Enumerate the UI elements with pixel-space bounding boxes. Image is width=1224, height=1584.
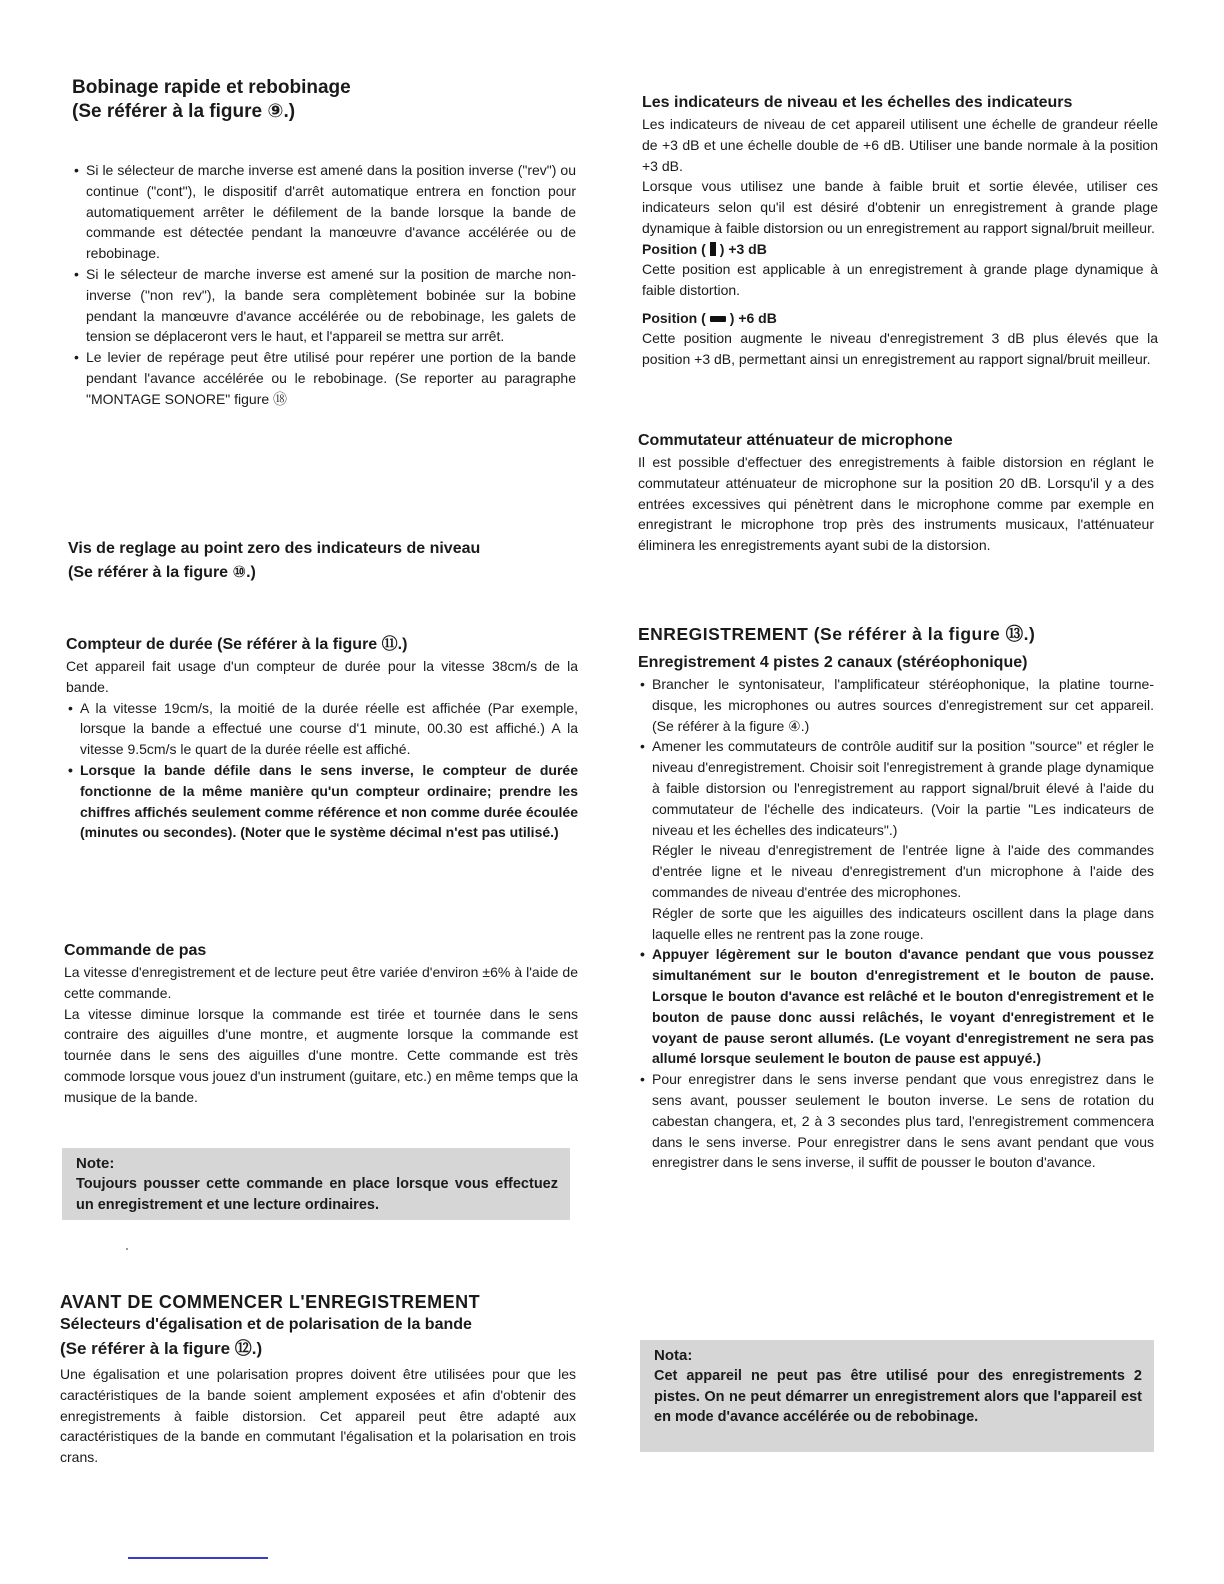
list-item-text: Régler de sorte que les aiguilles des indicateurs oscillent dans la plage dans laquelle elles ne rentrent pas la zone rouge.	[652, 904, 1154, 942]
list-item: • Brancher le syntonisateur, l'amplificateur stéréophonique, la platine tourne-disque, les microphones ou autres sources d'enregistrement sur cet appareil. (Se référer à la figure ④.)	[638, 674, 1154, 736]
paragraph: Lorsque vous utilisez une bande à faible bruit et sortie élevée, utiliser ces indicateurs selon qu'il est désiré d'obtenir un enregistrement à grande plage dynamique à faible distorsion ou un enregistrement au rapport signal/bruit meilleur.	[642, 178, 1158, 236]
section-pitch-control	[64, 940, 578, 1108]
section-title-ref: (Se référer à la figure ⑩.)	[68, 564, 256, 581]
section-heading: AVANT DE COMMENCER L'ENREGISTREMENT	[60, 1292, 481, 1312]
note-title: Nota:	[654, 1347, 693, 1364]
note-text: Toujours pousser cette commande en place lorsque vous effectuez un enregistrement et une lecture ordinaires.	[76, 1176, 558, 1213]
section-level-meters	[642, 92, 1158, 370]
section-title: Bobinage rapide et rebobinage	[72, 77, 351, 98]
list-item: • Si le sélecteur de marche inverse est amené dans la position inverse ("rev") ou continue ("cont"), le dispositif d'arrêt automatique entrera en fonction pour automatiquement arrêter le défilement de la bande lorsque la bande de commande est détectée pendant la manœuvre d'avance accélérée ou de rebobinage.	[72, 160, 576, 264]
footer-rule	[128, 1557, 268, 1559]
paragraph: La vitesse d'enregistrement et de lecture peut être variée d'environ ±6% à l'aide de cette commande.	[64, 964, 578, 1001]
position-value: ) +6 dB	[729, 310, 777, 327]
tape-icon	[710, 242, 716, 256]
list-item: • Appuyer légèrement sur le bouton d'avance pendant que vous poussez simultanément sur le bouton d'enregistrement et le bouton de pause. Lorsque le bouton d'avance est relâché et le bouton d'enregistrement et le bouton de pause donc aussi relâchés, le voyant d'enregistrement et le voyant de pause seront allumés. (Le voyant d'enregistrement ne sera pas allumé lorsque seulement le bouton de pause est appuyé.)	[638, 944, 1154, 1069]
position-label: Position (	[642, 310, 706, 327]
paragraph: Il est possible d'effectuer des enregistrements à faible distorsion en réglant le commutateur atténuateur de microphone sur la position 20 dB. Lorsqu'il y a des entrées excessives qui pénètrent dans le microphone comme par exemple en enregistrant le microphone trop près des instruments musicaux, l'atténuateur éliminera les enregistrements ayant subi de la distorsion.	[638, 454, 1154, 554]
bullet-list	[638, 674, 1154, 1173]
note-title: Note:	[76, 1155, 115, 1172]
list-item	[638, 736, 1154, 944]
section-heading: ENREGISTREMENT (Se référer à la figure ⑬.)	[638, 624, 1036, 644]
section-zero-adjust	[68, 538, 578, 584]
section-before-recording	[60, 1290, 576, 1468]
list-item-text: Amener les commutateurs de contrôle auditif sur la position "source" et régler le niveau d'enregistrement. Choisir soit l'enregistrement à grande plage dynamique à faible distorsion ou l'enregistrement au rapport signal/bruit élevé à l'aide du commutateur de l'échelle des indicateurs. (Voir la partie "Les indicateurs de niveau et les échelles des indicateurs".)	[652, 738, 1154, 838]
note-box	[62, 1148, 570, 1220]
list-item-text: Régler le niveau d'enregistrement de l'entrée ligne à l'aide des commandes d'entrée ligne et le niveau d'enregistrement d'un microphone à l'aide des commandes de niveau d'entrée des microphones.	[652, 842, 1154, 900]
nota-box	[640, 1340, 1154, 1452]
paragraph: Cet appareil fait usage d'un compteur de durée pour la vitesse 38cm/s de la bande.	[66, 658, 578, 695]
list-item: • Lorsque la bande défile dans le sens inverse, le compteur de durée fonctionne de la même manière qu'un compteur ordinaire; prendre les chiffres affichés seulement comme référence et non comme durée écoulée (minutes ou secondes). (Noter que le système décimal n'est pas utilisé.)	[66, 760, 578, 843]
position-label: Position (	[642, 240, 706, 257]
tape-deck-icon	[710, 316, 726, 322]
paragraph: Cette position est applicable à un enregistrement à grande plage dynamique à faible distortion.	[642, 260, 1158, 298]
paragraph: Les indicateurs de niveau de cet appareil utilisent une échelle de grandeur réelle de +3 dB et une échelle double de +6 dB. Utiliser une bande normale à la position +3 dB.	[642, 116, 1158, 174]
paragraph: La vitesse diminue lorsque la commande est tirée et tournée dans le sens contraire des aiguilles d'une montre, et augmente lorsque la commande est tournée dans le sens des aiguilles d'une montre. Cette commande est très commode lorsque vous jouez d'un instrument (guitare, etc.) en même temps que la musique de la bande.	[64, 1005, 578, 1105]
paragraph: Une égalisation et une polarisation propres doivent être utilisées pour que les caractéristiques de la bande soient amplement exposées et afin d'obtenir des enregistrements à faible distorsion. Cet appareil peut être adapté aux caractéristiques de la bande en commutant l'égalisation et la polarisation en trois crans.	[60, 1366, 576, 1466]
list-item: • Pour enregistrer dans le sens inverse pendant que vous enregistrez dans le sens avant, pousser seulement le bouton inverse. Le sens de rotation du cabestan changera, et, 2 à 3 secondes plus tard, l'enregistrement commencera dans le sens inverse. Pour enregistrer dans le sens avant pendant que vous enregistrer dans le sens inverse, il suffit de pousser le bouton d'avance.	[638, 1069, 1154, 1173]
position-heading	[642, 308, 1158, 328]
list-item: • A la vitesse 19cm/s, la moitié de la durée réelle est affichée (Par exemple, lorsque la bande a effectué une course d'1 minute, 00.30 est affiché.) A la vitesse 9.5cm/s le quart de la durée réelle est affiché.	[66, 698, 578, 760]
section-title: Commande de pas	[64, 942, 207, 959]
position-value: ) +3 dB	[719, 240, 767, 257]
position-heading	[642, 239, 1158, 259]
bullet-list	[72, 160, 576, 410]
section-title: Commutateur atténuateur de microphone	[638, 432, 953, 449]
speck	[126, 1248, 128, 1250]
section-title: Sélecteurs d'égalisation et de polarisation de la bande	[60, 1316, 472, 1333]
bullet-list	[66, 698, 578, 844]
section-title: Compteur de durée (Se référer à la figure ⑪.)	[66, 636, 408, 653]
section-time-counter	[66, 634, 578, 843]
section-fast-wind	[72, 76, 576, 410]
section-title: Enregistrement 4 pistes 2 canaux (stéréophonique)	[638, 654, 1028, 671]
section-title-ref: (Se référer à la figure ⑫.)	[60, 1339, 263, 1358]
section-title: Vis de reglage au point zero des indicateurs de niveau	[68, 540, 481, 557]
section-title-ref: (Se référer à la figure ⑨.)	[72, 101, 296, 122]
note-text: Cet appareil ne peut pas être utilisé pour des enregistrements 2 pistes. On ne peut démarrer un enregistrement alors que l'appareil est en mode d'avance accélérée ou de rebobinage.	[654, 1368, 1142, 1425]
section-recording	[638, 622, 1154, 1173]
paragraph: Cette position augmente le niveau d'enregistrement 3 dB plus élevés que la position +3 dB, permettant ainsi un enregistrement au rapport signal/bruit meilleur.	[642, 330, 1158, 368]
section-mic-attenuator	[638, 430, 1154, 556]
list-item: • Si le sélecteur de marche inverse est amené sur la position de marche non-inverse ("non rev"), la bande sera complètement bobinée sur la bobine pendant la manœuvre d'avance accélérée ou de rebobinage, les galets de tension se déplaceront vers le haut, et l'appareil se mettra sur arrêt.	[72, 264, 576, 347]
list-item: • Le levier de repérage peut être utilisé pour repérer une portion de la bande pendant l'avance accélérée ou le rebobinage. (Se reporter au paragraphe "MONTAGE SONORE" figure ⑱	[72, 347, 576, 409]
section-title: Les indicateurs de niveau et les échelles des indicateurs	[642, 94, 1073, 111]
